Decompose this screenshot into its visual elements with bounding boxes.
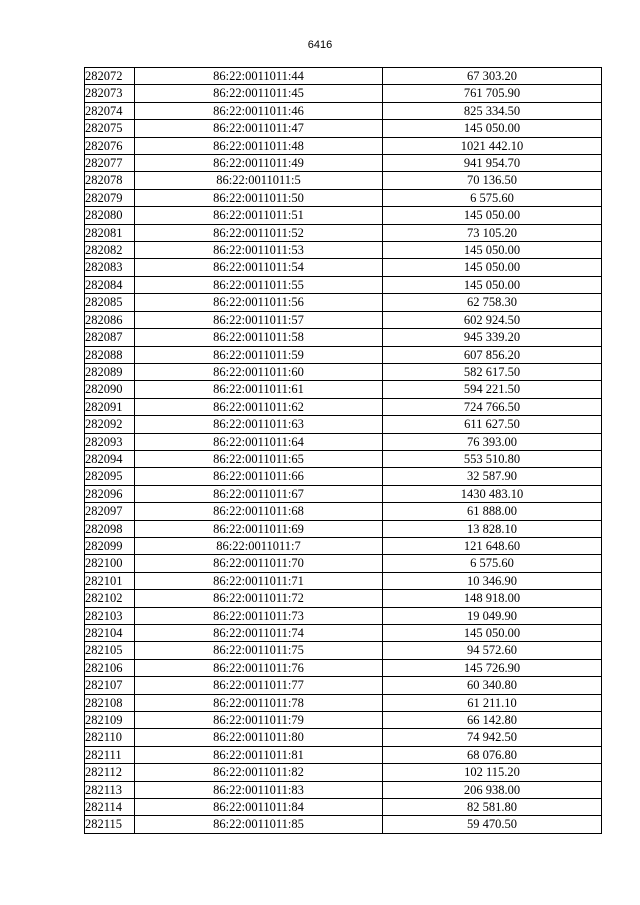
cadastral-number-cell: 86:22:0011011:50: [135, 189, 383, 206]
cadastral-value-cell: 594 221.50: [383, 381, 602, 398]
table-row: [85, 607, 602, 624]
cadastral-number-cell: 86:22:0011011:44: [135, 68, 383, 85]
cadastral-number-cell: 86:22:0011011:56: [135, 294, 383, 311]
cadastral-number-cell: 86:22:0011011:68: [135, 503, 383, 520]
row-number-cell: 282081: [85, 224, 135, 241]
cadastral-value-cell: 94 572.60: [383, 642, 602, 659]
cadastral-number-cell: 86:22:0011011:72: [135, 590, 383, 607]
cadastral-value-cell: 945 339.20: [383, 329, 602, 346]
cadastral-value-cell: 941 954.70: [383, 155, 602, 172]
row-number-cell: 282106: [85, 659, 135, 676]
row-number-cell: 282091: [85, 398, 135, 415]
table-row: [85, 68, 602, 85]
cadastral-number-cell: 86:22:0011011:65: [135, 450, 383, 467]
cadastral-value-cell: 19 049.90: [383, 607, 602, 624]
cadastral-number-cell: 86:22:0011011:74: [135, 625, 383, 642]
table-row: [85, 520, 602, 537]
cadastral-number-cell: 86:22:0011011:61: [135, 381, 383, 398]
table-row: [85, 155, 602, 172]
table-body: [85, 68, 602, 834]
cadastral-number-cell: 86:22:0011011:71: [135, 572, 383, 589]
cadastral-value-cell: 145 050.00: [383, 207, 602, 224]
cadastral-number-cell: 86:22:0011011:66: [135, 468, 383, 485]
cadastral-value-cell: 6 575.60: [383, 189, 602, 206]
row-number-cell: 282104: [85, 625, 135, 642]
row-number-cell: 282105: [85, 642, 135, 659]
table-row: [85, 450, 602, 467]
table-row: [85, 590, 602, 607]
row-number-cell: 282099: [85, 537, 135, 554]
table-row: [85, 398, 602, 415]
cadastral-number-cell: 86:22:0011011:83: [135, 781, 383, 798]
table-row: [85, 102, 602, 119]
cadastral-value-cell: 145 050.00: [383, 625, 602, 642]
cadastral-number-cell: 86:22:0011011:51: [135, 207, 383, 224]
cadastral-number-cell: 86:22:0011011:46: [135, 102, 383, 119]
table-row: [85, 381, 602, 398]
cadastral-value-table: [84, 67, 602, 834]
cadastral-value-cell: 70 136.50: [383, 172, 602, 189]
cadastral-number-cell: 86:22:0011011:64: [135, 433, 383, 450]
table-row: [85, 485, 602, 502]
row-number-cell: 282095: [85, 468, 135, 485]
cadastral-number-cell: 86:22:0011011:67: [135, 485, 383, 502]
cadastral-number-cell: 86:22:0011011:84: [135, 799, 383, 816]
table-row: [85, 433, 602, 450]
cadastral-value-cell: 6 575.60: [383, 555, 602, 572]
row-number-cell: 282111: [85, 746, 135, 763]
row-number-cell: 282115: [85, 816, 135, 833]
cadastral-value-cell: 102 115.20: [383, 764, 602, 781]
row-number-cell: 282087: [85, 329, 135, 346]
table-row: [85, 677, 602, 694]
row-number-cell: 282073: [85, 85, 135, 102]
page-number: 6416: [307, 39, 333, 51]
row-number-cell: 282094: [85, 450, 135, 467]
table-row: [85, 346, 602, 363]
row-number-cell: 282113: [85, 781, 135, 798]
cadastral-value-cell: 206 938.00: [383, 781, 602, 798]
row-number-cell: 282114: [85, 799, 135, 816]
cadastral-number-cell: 86:22:0011011:73: [135, 607, 383, 624]
cadastral-value-cell: 145 726.90: [383, 659, 602, 676]
cadastral-number-cell: 86:22:0011011:55: [135, 276, 383, 293]
cadastral-value-cell: 148 918.00: [383, 590, 602, 607]
cadastral-number-cell: 86:22:0011011:59: [135, 346, 383, 363]
row-number-cell: 282072: [85, 68, 135, 85]
row-number-cell: 282080: [85, 207, 135, 224]
cadastral-value-cell: 602 924.50: [383, 311, 602, 328]
cadastral-value-cell: 1430 483.10: [383, 485, 602, 502]
table-row: [85, 764, 602, 781]
row-number-cell: 282078: [85, 172, 135, 189]
table-row: [85, 555, 602, 572]
row-number-cell: 282103: [85, 607, 135, 624]
row-number-cell: 282092: [85, 416, 135, 433]
cadastral-value-cell: 32 587.90: [383, 468, 602, 485]
row-number-cell: 282075: [85, 120, 135, 137]
cadastral-value-cell: 825 334.50: [383, 102, 602, 119]
cadastral-number-cell: 86:22:0011011:79: [135, 712, 383, 729]
cadastral-number-cell: 86:22:0011011:54: [135, 259, 383, 276]
table-row: [85, 242, 602, 259]
row-number-cell: 282100: [85, 555, 135, 572]
table-row: [85, 259, 602, 276]
cadastral-number-cell: 86:22:0011011:63: [135, 416, 383, 433]
table-row: [85, 276, 602, 293]
cadastral-value-cell: 62 758.30: [383, 294, 602, 311]
cadastral-number-cell: 86:22:0011011:49: [135, 155, 383, 172]
cadastral-number-cell: 86:22:0011011:47: [135, 120, 383, 137]
cadastral-value-cell: 1021 442.10: [383, 137, 602, 154]
cadastral-value-cell: 582 617.50: [383, 363, 602, 380]
cadastral-value-cell: 73 105.20: [383, 224, 602, 241]
table-row: [85, 311, 602, 328]
table-row: [85, 712, 602, 729]
cadastral-number-cell: 86:22:0011011:77: [135, 677, 383, 694]
row-number-cell: 282108: [85, 694, 135, 711]
cadastral-value-cell: 67 303.20: [383, 68, 602, 85]
cadastral-number-cell: 86:22:0011011:70: [135, 555, 383, 572]
row-number-cell: 282076: [85, 137, 135, 154]
table-row: [85, 816, 602, 833]
table-row: [85, 137, 602, 154]
table-row: [85, 694, 602, 711]
row-number-cell: 282107: [85, 677, 135, 694]
row-number-cell: 282085: [85, 294, 135, 311]
cadastral-value-cell: 145 050.00: [383, 276, 602, 293]
cadastral-value-cell: 121 648.60: [383, 537, 602, 554]
row-number-cell: 282098: [85, 520, 135, 537]
row-number-cell: 282109: [85, 712, 135, 729]
table-row: [85, 572, 602, 589]
table-row: [85, 329, 602, 346]
cadastral-number-cell: 86:22:0011011:45: [135, 85, 383, 102]
cadastral-value-cell: 59 470.50: [383, 816, 602, 833]
row-number-cell: 282084: [85, 276, 135, 293]
table-row: [85, 224, 602, 241]
row-number-cell: 282112: [85, 764, 135, 781]
table-row: [85, 625, 602, 642]
table-row: [85, 503, 602, 520]
cadastral-number-cell: 86:22:0011011:58: [135, 329, 383, 346]
table-row: [85, 781, 602, 798]
cadastral-number-cell: 86:22:0011011:53: [135, 242, 383, 259]
table-row: [85, 746, 602, 763]
table-row: [85, 642, 602, 659]
cadastral-value-cell: 61 211.10: [383, 694, 602, 711]
cadastral-number-cell: 86:22:0011011:81: [135, 746, 383, 763]
cadastral-value-cell: 76 393.00: [383, 433, 602, 450]
table-row: [85, 189, 602, 206]
cadastral-value-cell: 145 050.00: [383, 120, 602, 137]
cadastral-value-cell: 724 766.50: [383, 398, 602, 415]
table-row: [85, 537, 602, 554]
row-number-cell: 282096: [85, 485, 135, 502]
row-number-cell: 282093: [85, 433, 135, 450]
row-number-cell: 282083: [85, 259, 135, 276]
table-row: [85, 659, 602, 676]
table-row: [85, 207, 602, 224]
cadastral-number-cell: 86:22:0011011:60: [135, 363, 383, 380]
cadastral-number-cell: 86:22:0011011:75: [135, 642, 383, 659]
cadastral-value-cell: 145 050.00: [383, 259, 602, 276]
row-number-cell: 282101: [85, 572, 135, 589]
row-number-cell: 282079: [85, 189, 135, 206]
row-number-cell: 282097: [85, 503, 135, 520]
row-number-cell: 282089: [85, 363, 135, 380]
cadastral-value-cell: 145 050.00: [383, 242, 602, 259]
cadastral-value-cell: 66 142.80: [383, 712, 602, 729]
table-row: [85, 363, 602, 380]
cadastral-value-cell: 611 627.50: [383, 416, 602, 433]
cadastral-number-cell: 86:22:0011011:80: [135, 729, 383, 746]
table-row: [85, 729, 602, 746]
cadastral-value-cell: 553 510.80: [383, 450, 602, 467]
cadastral-number-cell: 86:22:0011011:78: [135, 694, 383, 711]
cadastral-value-cell: 68 076.80: [383, 746, 602, 763]
cadastral-number-cell: 86:22:0011011:57: [135, 311, 383, 328]
table-row: [85, 294, 602, 311]
cadastral-value-cell: 61 888.00: [383, 503, 602, 520]
cadastral-number-cell: 86:22:0011011:76: [135, 659, 383, 676]
table-row: [85, 468, 602, 485]
table-row: [85, 85, 602, 102]
row-number-cell: 282102: [85, 590, 135, 607]
cadastral-number-cell: 86:22:0011011:5: [135, 172, 383, 189]
cadastral-number-cell: 86:22:0011011:62: [135, 398, 383, 415]
cadastral-number-cell: 86:22:0011011:7: [135, 537, 383, 554]
cadastral-value-cell: 60 340.80: [383, 677, 602, 694]
table-row: [85, 416, 602, 433]
cadastral-number-cell: 86:22:0011011:52: [135, 224, 383, 241]
table-row: [85, 120, 602, 137]
cadastral-value-cell: 10 346.90: [383, 572, 602, 589]
cadastral-number-cell: 86:22:0011011:48: [135, 137, 383, 154]
cadastral-number-cell: 86:22:0011011:82: [135, 764, 383, 781]
table-row: [85, 799, 602, 816]
cadastral-value-cell: 74 942.50: [383, 729, 602, 746]
row-number-cell: 282082: [85, 242, 135, 259]
table-row: [85, 172, 602, 189]
cadastral-value-cell: 82 581.80: [383, 799, 602, 816]
cadastral-value-cell: 607 856.20: [383, 346, 602, 363]
row-number-cell: 282088: [85, 346, 135, 363]
row-number-cell: 282090: [85, 381, 135, 398]
row-number-cell: 282110: [85, 729, 135, 746]
cadastral-value-cell: 13 828.10: [383, 520, 602, 537]
row-number-cell: 282086: [85, 311, 135, 328]
cadastral-number-cell: 86:22:0011011:69: [135, 520, 383, 537]
cadastral-number-cell: 86:22:0011011:85: [135, 816, 383, 833]
row-number-cell: 282077: [85, 155, 135, 172]
row-number-cell: 282074: [85, 102, 135, 119]
cadastral-value-cell: 761 705.90: [383, 85, 602, 102]
